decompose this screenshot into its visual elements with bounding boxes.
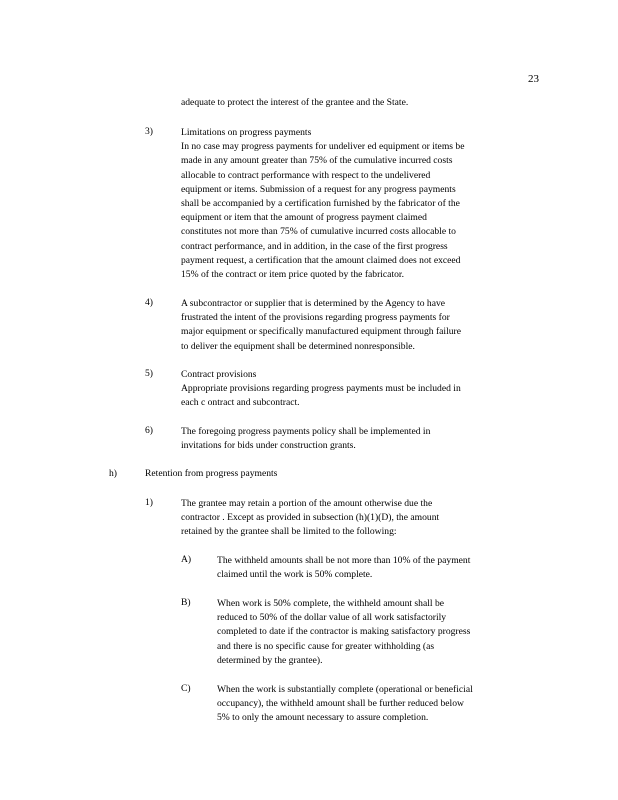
page-number: 23 — [528, 73, 539, 85]
item-3-text — [181, 126, 464, 282]
text-line: constitutes not more than 75% of cumulative incurred costs allocable to — [181, 226, 456, 238]
section-h-item-1-text — [181, 497, 439, 540]
item-label: 1) — [145, 497, 153, 508]
subitem-label: B) — [181, 597, 191, 608]
text-line: shall be accompanied by a certification furnished by the fabricator of the — [181, 197, 460, 209]
text-line: invitations for bids under construction grants. — [181, 440, 356, 452]
item-5-text — [181, 368, 461, 411]
text-line: made in any amount greater than 75% of the cumulative incurred costs — [181, 155, 453, 167]
text-line: contractor . Except as provided in subsection (h)(1)(D), the amount — [181, 512, 440, 524]
text-line: occupancy), the withheld amount shall be further reduced below — [217, 698, 464, 710]
text-line: A subcontractor or supplier that is determined by the Agency to have — [181, 298, 446, 309]
subitem-a-text — [217, 554, 470, 582]
text-line: frustrated the intent of the provisions regarding progress payments for — [181, 312, 450, 324]
text-line: allocable to contract performance with respect to the undelivered — [181, 169, 431, 181]
subitem-label: A) — [181, 554, 192, 565]
text-line: When work is 50% complete, the withheld amount shall be — [217, 598, 444, 609]
text-line: completed to date if the contractor is making satisfactory progress — [217, 626, 471, 638]
subitem-c-text — [217, 683, 473, 726]
item-label: 4) — [145, 297, 153, 308]
text-line: determined by the grantee). — [217, 654, 323, 666]
text-line: and there is no specific cause for greater withholding (as — [217, 640, 435, 652]
intro-line: adequate to protect the interest of the grantee and the State. — [181, 97, 409, 108]
text-line: equipment or items. Submission of a request for any progress payments — [181, 183, 456, 195]
text-line: retained by the grantee shall be limited to the following: — [181, 526, 397, 538]
text-line: each c ontract and subcontract. — [181, 397, 300, 409]
text-line: The foregoing progress payments policy shall be implemented in — [181, 426, 431, 437]
text-line: contract performance, and in addition, in the case of the first progress — [181, 240, 448, 252]
section-title: Retention from progress payments — [145, 468, 278, 479]
item-label: 3) — [145, 126, 153, 137]
text-line: reduced to 50% of the dollar value of all work satisfactorily — [217, 612, 447, 624]
text-line: When the work is substantially complete (operational or beneficial — [217, 684, 473, 695]
text-line: 5% to only the amount necessary to assure completion. — [217, 712, 429, 724]
text-line: In no case may progress payments for undeliver ed equipment or items be — [181, 141, 465, 153]
item-label: 5) — [145, 368, 153, 379]
subitem-b-text — [217, 597, 470, 668]
text-line: 15% of the contract or item price quoted by the fabricator. — [181, 268, 404, 280]
text-line: The grantee may retain a portion of the amount otherwise due the — [181, 498, 433, 509]
text-line: to deliver the equipment shall be determined nonresponsible. — [181, 340, 415, 352]
section-label: h) — [109, 468, 117, 479]
text-line: claimed until the work is 50% complete. — [217, 569, 373, 581]
text-line: Appropriate provisions regarding progress payments must be included in — [181, 383, 461, 395]
item-label: 6) — [145, 425, 153, 436]
item-3-title: Limitations on progress payments — [181, 127, 312, 138]
text-line: major equipment or specifically manufactured equipment through failure — [181, 326, 461, 338]
text-line: The withheld amounts shall be not more than 10% of the payment — [217, 555, 471, 566]
item-5-title: Contract provisions — [181, 369, 257, 380]
item-6-text — [181, 425, 430, 453]
item-4-text — [181, 297, 461, 354]
text-line: payment request, a certification that the amount claimed does not exceed — [181, 254, 461, 266]
text-line: equipment or item that the amount of progress payment claimed — [181, 212, 427, 224]
subitem-label: C) — [181, 683, 191, 694]
